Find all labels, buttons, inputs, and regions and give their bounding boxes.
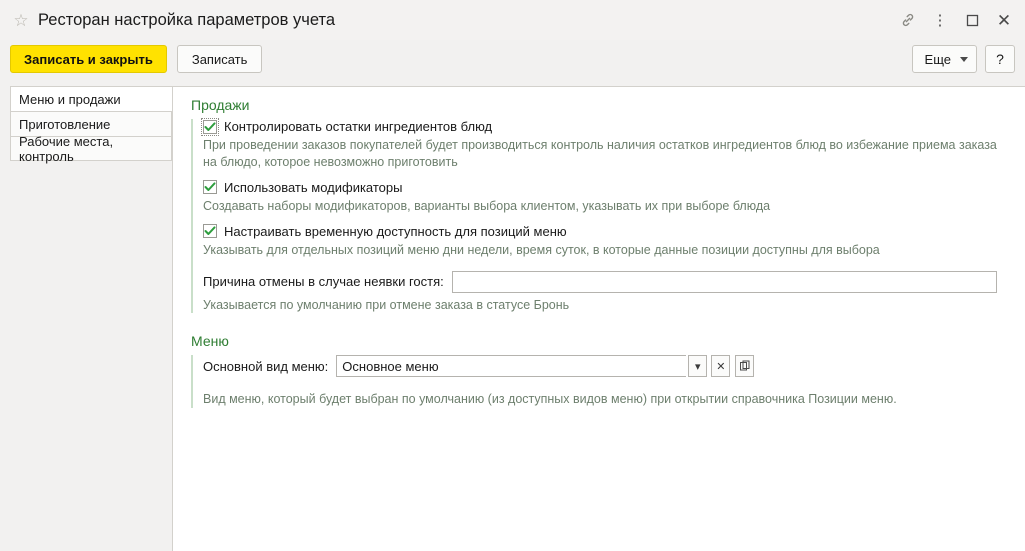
settings-content (172, 86, 1025, 551)
checkbox-control-ingredients[interactable] (203, 120, 217, 134)
window-body (0, 78, 1025, 551)
navigation-panel (0, 78, 172, 551)
cancel-reason-label: Причина отмены в случае неявки гостя: (203, 274, 444, 289)
sidebar-item-label: Рабочие места, контроль (19, 133, 114, 164)
main-menu-input[interactable]: Основное меню (336, 355, 686, 377)
checkbox-use-modifiers[interactable] (203, 180, 217, 194)
main-menu-label: Основной вид меню: (203, 358, 329, 374)
save-button[interactable]: Записать (177, 45, 263, 73)
sidebar-item-label: Приготовление (19, 116, 111, 132)
sales-group-title: Продажи (191, 97, 250, 113)
hint-main-menu: Вид меню, который будет выбран по умолчанию (из доступных видов меню) при открытии справочника Позиции меню. (203, 392, 897, 407)
open-list-icon[interactable] (735, 355, 754, 377)
window-controls (893, 6, 1019, 34)
hint-use-modifiers: Создавать наборы модификаторов, варианты выбора клиентом, указывать их при выборе блюда (203, 198, 771, 213)
sidebar-item-workplaces-control[interactable] (10, 133, 172, 164)
check-icon (204, 181, 216, 193)
command-bar-right (912, 45, 1015, 73)
check-icon (204, 225, 216, 237)
hint-time-availability: Указывать для отдельных позиций меню дни недели, время суток, в которые данные позиции доступны для выбора (203, 242, 880, 257)
checkbox-time-availability[interactable] (203, 224, 217, 238)
checkbox-label: Настраивать временную доступность для позиций меню (224, 223, 567, 239)
checkbox-label: Контролировать остатки ингредиентов блюд (224, 119, 493, 134)
more-button[interactable] (912, 45, 977, 73)
save-and-close-button[interactable]: Записать и закрыть (10, 45, 167, 73)
sidebar-item-cooking[interactable] (10, 111, 172, 136)
chevron-down-icon (960, 57, 968, 62)
kebab-menu-icon[interactable]: ⋮ (932, 11, 948, 29)
chevron-down-icon[interactable]: ▾ (688, 355, 707, 377)
check-icon (204, 121, 216, 133)
check-row-use-modifiers[interactable] (203, 180, 1011, 195)
title-bar (0, 0, 1025, 40)
page-title: Ресторан настройка параметров учета (38, 10, 336, 29)
check-row-control-ingredients[interactable] (203, 119, 1011, 134)
main-menu-combo (336, 355, 754, 377)
link-icon[interactable] (893, 6, 923, 34)
clear-icon[interactable]: ✕ (711, 355, 730, 377)
sales-group (191, 119, 1011, 313)
menu-group-title: Меню (191, 333, 229, 350)
cancel-reason-row (203, 271, 1011, 293)
more-button-label: Еще (924, 51, 951, 67)
hint-control-ingredients: При проведении заказов покупателей будет производиться контроль наличия остатков ингредиентов блюд во избежание приема заказа на блюдо, которое невозможно приготовить (203, 138, 997, 169)
sidebar-item-menu-and-sales[interactable] (10, 86, 172, 111)
cancel-reason-input[interactable] (452, 271, 997, 293)
maximize-icon[interactable] (957, 6, 987, 34)
help-button[interactable]: ? (985, 45, 1015, 73)
check-row-time-availability[interactable] (203, 224, 1011, 239)
menu-group (191, 355, 1011, 408)
checkbox-label: Использовать модификаторы (224, 179, 403, 195)
main-menu-row (203, 355, 1011, 377)
command-bar (0, 40, 1025, 78)
close-icon[interactable]: ✕ (996, 10, 1012, 30)
sidebar-item-label: Меню и продажи (19, 91, 121, 107)
hint-cancel-reason: Указывается по умолчанию при отмене заказа в статусе Бронь (203, 297, 570, 312)
favorite-star-icon[interactable]: ☆ (13, 10, 29, 30)
